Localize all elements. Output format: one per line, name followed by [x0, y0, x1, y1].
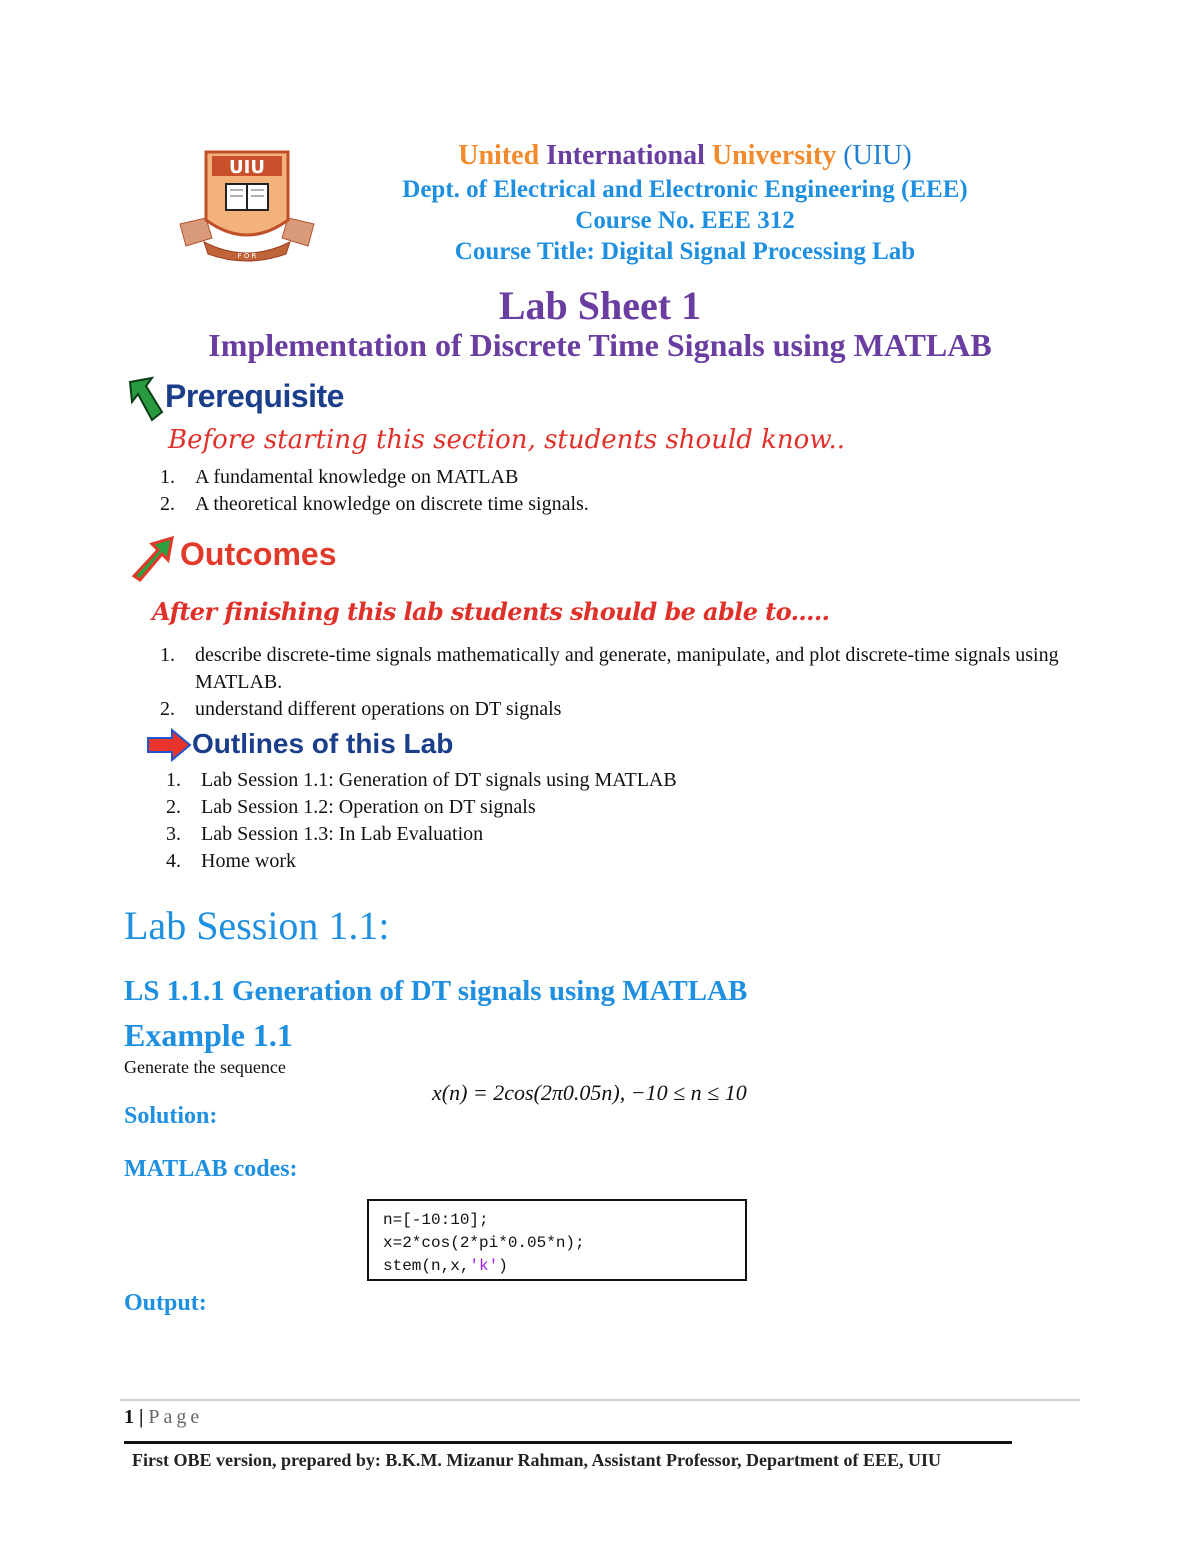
page-number — [124, 1406, 203, 1429]
list-item-text: Lab Session 1.3: In Lab Evaluation — [201, 823, 484, 845]
university-logo — [176, 146, 318, 264]
prerequisite-heading: Prerequisite — [165, 378, 344, 414]
course-number: Course No. EEE 312 — [575, 207, 795, 234]
list-item-text: describe discrete-time signals mathematically and generate, manipulate, and plot discrete-time signals using MATLAB. — [195, 644, 1059, 693]
footer-credit: First OBE version, prepared by: B.K.M. Mizanur Rahman, Assistant Professor, Department of EEE, UIU — [132, 1450, 942, 1470]
logo-ribbon: F O R — [237, 252, 257, 260]
code-fragment: ) — [498, 1257, 508, 1275]
list-item: 2. A theoretical knowledge on discrete time signals. — [160, 493, 589, 515]
list-item-text: A fundamental knowledge on MATLAB — [195, 466, 519, 488]
arrow-right-icon — [146, 728, 192, 762]
outcomes-heading: Outcomes — [180, 536, 337, 572]
example-heading: Example 1.1 — [124, 1017, 293, 1053]
arrow-up-icon — [126, 376, 164, 422]
page-number-value: 1 — [124, 1406, 134, 1428]
university-word-2: International — [546, 140, 705, 171]
list-item-text: understand different operations on DT signals — [195, 698, 562, 720]
list-item: 1. A fundamental knowledge on MATLAB — [160, 466, 519, 488]
arrow-diagonal-icon — [128, 532, 176, 582]
list-item-text: Lab Session 1.1: Generation of DT signals using MATLAB — [201, 769, 677, 791]
university-name — [330, 140, 1040, 172]
session-title: Lab Session 1.1: — [124, 903, 390, 948]
solution-heading: Solution: — [124, 1103, 218, 1129]
prerequisite-list — [160, 464, 1060, 518]
outcomes-lead: After finishing this lab students should be able to..... — [152, 597, 830, 626]
code-line: x=2*cos(2*pi*0.05*n); — [383, 1234, 585, 1252]
list-item-text: Lab Session 1.2: Operation on DT signals — [201, 796, 536, 818]
code-line: n=[-10:10]; — [383, 1211, 489, 1229]
list-item-text: A theoretical knowledge on discrete time signals. — [195, 493, 589, 515]
page-separator: | — [134, 1406, 149, 1428]
outcomes-list — [160, 642, 1060, 723]
matlab-codes-heading: MATLAB codes: — [124, 1156, 298, 1182]
output-heading: Output: — [124, 1290, 207, 1316]
outlines-list — [166, 767, 1066, 875]
lab-subtitle: Implementation of Discrete Time Signals using MATLAB — [208, 327, 992, 363]
code-fragment: stem(n,x, — [383, 1257, 470, 1275]
department: Dept. of Electrical and Electronic Engineering (EEE) — [402, 176, 968, 203]
list-item: 1. Lab Session 1.1: Generation of DT signals using MATLAB — [166, 769, 677, 791]
list-item: 2. understand different operations on DT signals — [160, 698, 562, 720]
code-string: 'k' — [469, 1257, 499, 1275]
outlines-heading: Outlines of this Lab — [192, 728, 454, 759]
list-item: 2. Lab Session 1.2: Operation on DT signals — [166, 796, 536, 818]
list-item: 4. Home work — [166, 850, 296, 872]
prerequisite-lead: Before starting this section, students should know.. — [168, 425, 846, 455]
equation: x(n) = 2cos(2π0.05n), −10 ≤ n ≤ 10 — [432, 1080, 747, 1105]
code-block — [367, 1199, 747, 1281]
code-line — [383, 1255, 731, 1278]
course-title: Course Title: Digital Signal Processing Lab — [454, 238, 916, 265]
subsection-heading: LS 1.1.1 Generation of DT signals using MATLAB — [124, 975, 748, 1007]
generate-text: Generate the sequence — [124, 1057, 286, 1077]
university-word-1: United — [458, 140, 540, 171]
footer-divider — [120, 1399, 1080, 1401]
university-word-3: University — [711, 140, 837, 171]
list-item-text: Home work — [201, 850, 296, 872]
footer-rule — [124, 1441, 1012, 1444]
lab-title: Lab Sheet 1 — [498, 283, 702, 328]
logo-text: UIU — [229, 157, 265, 178]
page-word: Page — [148, 1406, 204, 1428]
list-item: 3. Lab Session 1.3: In Lab Evaluation — [166, 823, 484, 845]
list-item: 1. describe discrete-time signals mathematically and generate, manipulate, and plot discrete-time signals using MATLAB. — [160, 644, 1059, 693]
university-abbr: (UIU) — [843, 140, 912, 171]
